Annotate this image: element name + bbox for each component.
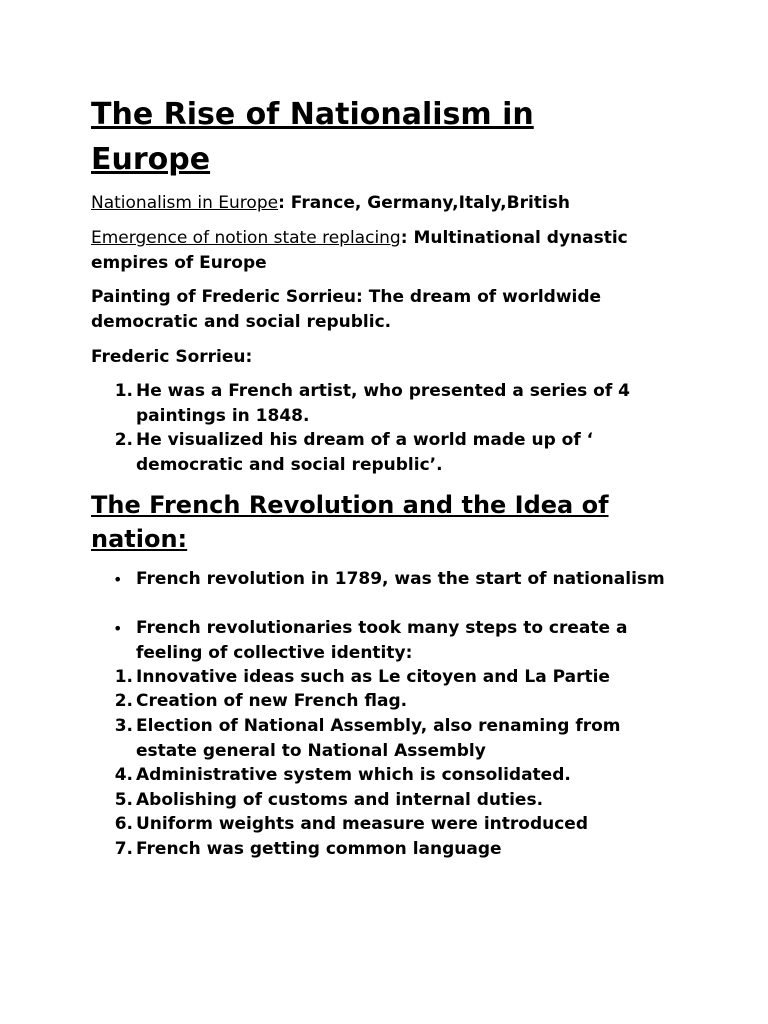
list-item: [91, 689, 671, 714]
list-item-text: Uniform weights and measure were introduced: [136, 814, 588, 834]
emergence-label: Emergence of notion state replacing: [91, 228, 401, 248]
page-title: The Rise of Nationalism in Europe: [91, 97, 534, 177]
list-item-text: Creation of new French flag.: [136, 691, 408, 711]
bullet-text: French revolutionaries took many steps to create a feeling of collective identity:: [136, 618, 628, 663]
nationalism-value: : France, Germany,Italy,British: [278, 193, 570, 213]
sorrieu-heading: Frederic Sorrieu:: [91, 347, 253, 367]
list-marker: 3.: [114, 716, 133, 736]
bullet-text: French revolution in 1789, was the start of nationalism: [136, 569, 665, 589]
list-marker: 2.: [114, 691, 133, 711]
list-item-text: He was a French artist, who presented a series of 4 paintings in 1848.: [136, 381, 630, 426]
list-item-text: Innovative ideas such as Le citoyen and La Partie: [136, 667, 610, 687]
list-item-text: Administrative system which is consolidated.: [136, 765, 571, 785]
list-item: [91, 812, 671, 837]
list-item-text: Election of National Assembly, also renaming from estate general to National Assembly: [136, 716, 621, 761]
list-item: [91, 428, 671, 478]
list-item: [91, 379, 671, 429]
list-item: [91, 763, 671, 788]
list-item: [91, 665, 671, 690]
list-marker: 1.: [114, 667, 133, 687]
bullet-icon: •: [113, 570, 123, 589]
nationalism-label: Nationalism in Europe: [91, 193, 279, 213]
list-marker: 2.: [114, 430, 133, 450]
emergence-value: : Multinational dynastic empires of Europe: [91, 228, 628, 273]
bullet-icon: •: [113, 619, 123, 638]
emergence-line: [91, 226, 671, 276]
list-marker: 7.: [114, 839, 133, 859]
list-marker: 5.: [114, 790, 133, 810]
list-marker: 6.: [114, 814, 133, 834]
list-item: [91, 788, 671, 813]
list-item-text: Abolishing of customs and internal duties.: [136, 790, 544, 810]
bullet-item: [91, 616, 671, 666]
list-item-text: French was getting common language: [136, 839, 502, 859]
list-item-text: He visualized his dream of a world made up of ‘ democratic and social republic’.: [136, 430, 594, 475]
nationalism-line: [91, 191, 671, 216]
list-marker: 4.: [114, 765, 133, 785]
section-heading: The French Revolution and the Idea of nation:: [91, 491, 609, 553]
list-item: [91, 714, 671, 764]
bullet-item: [91, 567, 671, 592]
painting-paragraph: Painting of Frederic Sorrieu: The dream of worldwide democratic and social republic.: [91, 287, 602, 332]
list-marker: 1.: [114, 381, 133, 401]
list-item: [91, 837, 671, 862]
